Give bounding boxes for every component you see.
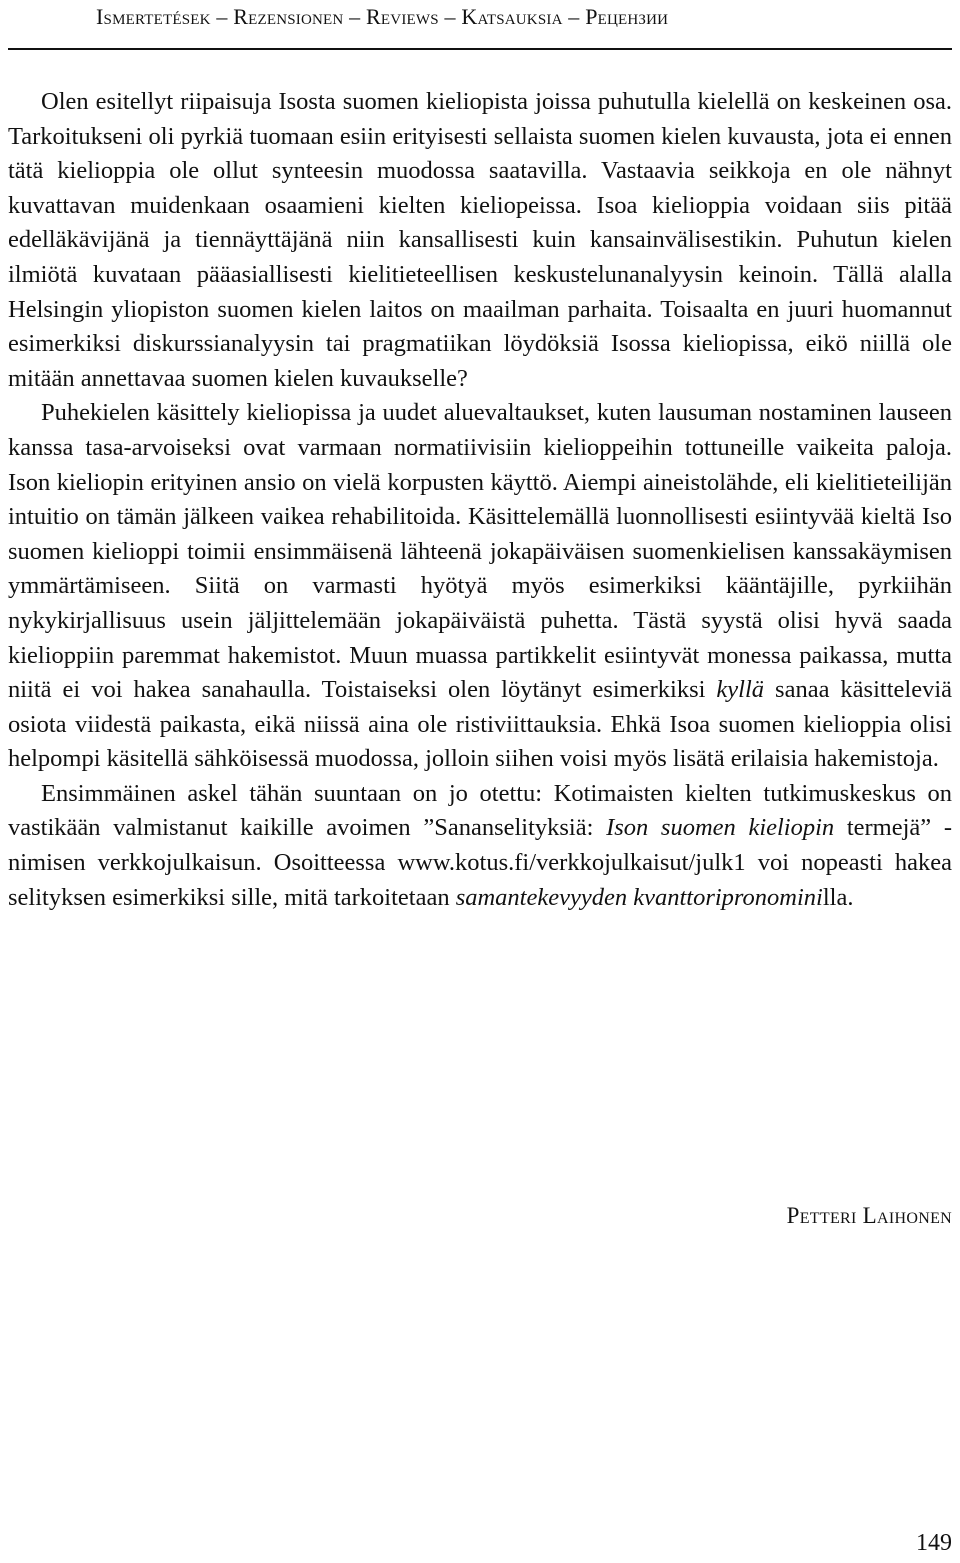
paragraph-3-italic-term: samantekevyyden kvanttoripronomini	[455, 883, 823, 911]
page-number: 149	[916, 1530, 952, 1556]
paragraph-3-text-c: lla.	[822, 883, 854, 911]
paragraph-1-text: Olen esitellyt riipaisuja Isosta suomen kieliopista joissa puhutulla kielellä on keskeinen osa. Tarkoitukseni oli pyrkiä tuomaan esiin erityisesti sellaista suomen kielen kuvausta, jota ei ennen tätä kielioppia ole ollut synteesin muodossa saatavilla. Vastaavia seikkoja en ole nähnyt kuvattavan muidenkaan osaamieni kielten kieliopeissa. Isoa kielioppia voidaan siis pitää edelläkävijänä ja tiennäyttäjänä niin kansallisesti kuin kansainvälisestikin. Puhutun kielen ilmiötä kuvataan pääasiallisesti kielitieteellisen keskustelunanalyysin keinoin. Tällä alalla Helsingin yliopiston suomen kielen laitos on maailman parhaita. Toisaalta en juuri huomannut esimerkiksi diskurssianalyysin tai pragmatiikan löydöksiä Isossa kieliopissa, eikö niillä ole mitään annettavaa suomen kielen kuvaukselle?	[8, 88, 952, 392]
running-title: Ismertetések – Rezensionen – Reviews – Katsauksia – Рецензии	[96, 4, 669, 29]
paragraph-3-italic-title: Ison suomen kieliopin	[606, 814, 835, 842]
author-signature: Petteri Laihonen	[786, 1203, 952, 1228]
paragraph-3	[8, 777, 952, 915]
paragraph-3-text-b: termejä” -nimisen verkkojulkaisun. Osoitteessa www.kotus.fi/verkkojulkaisut/julk1 voi nopeasti hakea selityksen esimerkiksi sille, mitä tarkoitetaan	[8, 814, 952, 911]
paragraph-2-italic-word: kyllä	[716, 676, 765, 704]
paragraph-3-text-a: Ensimmäinen askel tähän suuntaan on jo otettu: Kotimaisten kielten tutkimuskeskus on vastikään valmistanut kaikille avoimen ”Sananselityksiä:	[8, 779, 952, 842]
paragraph-2	[8, 396, 952, 777]
paragraph-1	[8, 85, 952, 396]
article-body	[8, 85, 952, 915]
paragraph-2-text-b: sanaa käsitteleviä osiota viidestä paikasta, eikä niissä aina ole ristiviittauksia. Ehkä Isoa suomen kielioppia olisi helpompi käsitellä sähköisessä muodossa, jolloin siihen voisi myös lisätä erilaisia hakemistoja.	[8, 676, 953, 773]
paragraph-2-text-a: Puhekielen käsittely kieliopissa ja uudet aluevaltaukset, kuten lausuman nostaminen lauseen kanssa tasa-arvoiseksi ovat varmaan normatiivisiin kielioppeihin tottuneille vaikeita paloja. Ison kieliopin erityinen ansio on vielä korpusten käyttö. Aiempi aineistolähde, eli kielitieteilijän intuitio on tämän jälkeen vaikea rehabilitoida. Käsittelemällä luonnollisesti esiintyvää kieltä Iso suomen kielioppi toimii ensimmäisenä lähteenä jokapäiväisen suomenkielisen kanssakäymisen ymmärtämiseen. Siitä on varmasti hyötyä myös esimerkiksi kääntäjille, pyrkiihän nykykirjallisuus usein jäljittelemään jokapäiväistä puhetta. Tästä syystä olisi hyvä saada kielioppiin paremmat hakemistot. Muun muassa partikkelit esiintyvät monessa paikassa, mutta niitä ei voi hakea sanahaulla. Toistaiseksi olen löytänyt esimerkiksi	[8, 399, 952, 704]
running-header	[8, 0, 952, 50]
